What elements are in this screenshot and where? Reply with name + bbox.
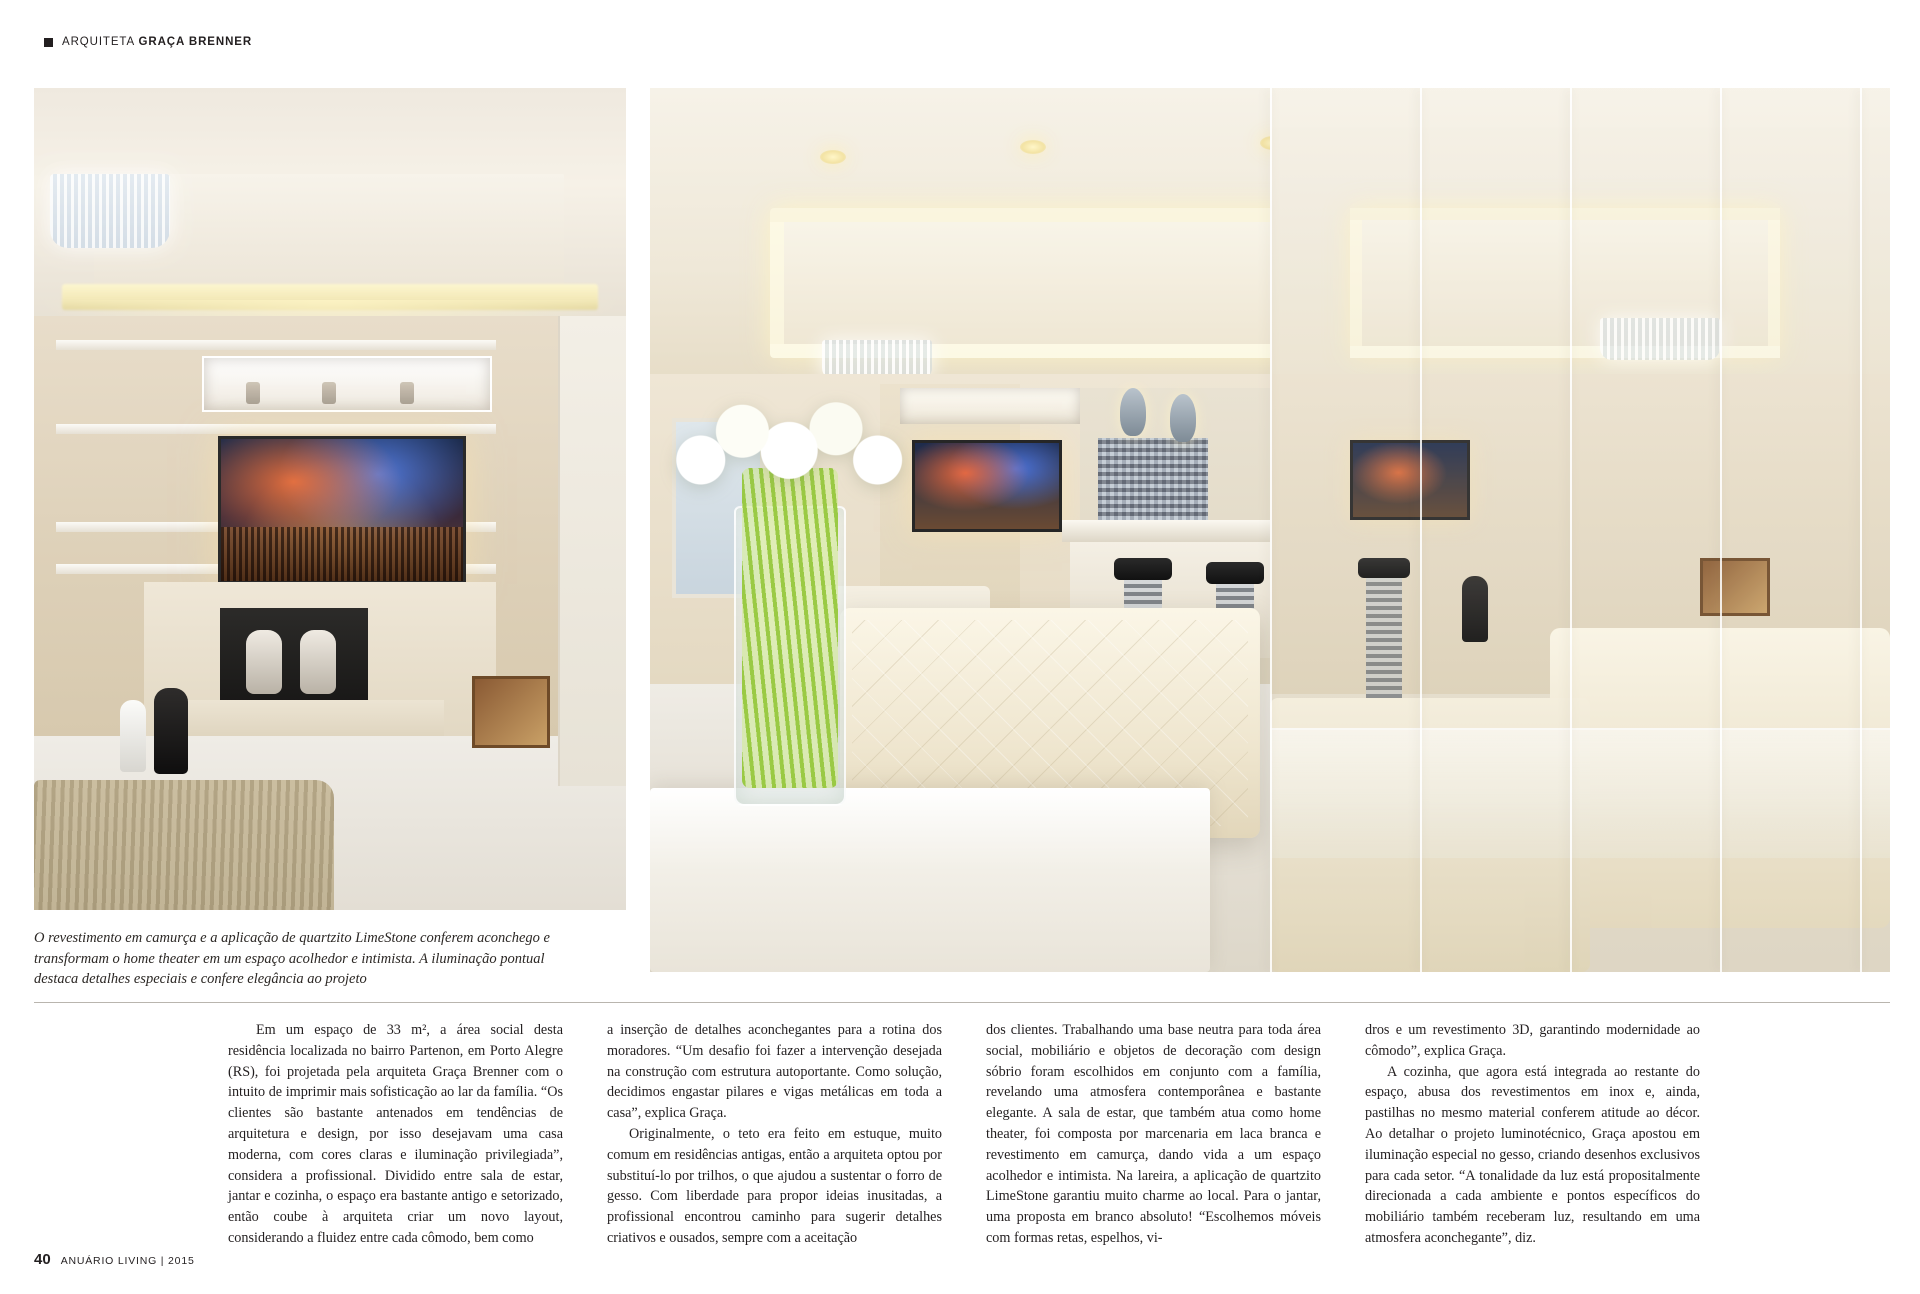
text-column-4 [1365,1020,1700,1246]
wall-niche [202,356,492,412]
niche-object [246,382,260,404]
television [218,436,466,584]
header-architect-name: GRAÇA BRENNER [138,36,253,48]
decor-vase [246,630,282,694]
living-room-scene [650,88,1890,972]
mirror-pane-divider [1420,88,1422,972]
mirrored-wall [1270,88,1890,972]
publication-title: ANUÁRIO LIVING | 2015 [60,1255,195,1267]
flower-stems [742,468,838,788]
reflected-television [1350,440,1470,520]
decor-vase [300,630,336,694]
mirror-pane-divider [1570,88,1572,972]
wall-strip [56,340,496,350]
horizontal-rule [34,1002,1890,1003]
stool-seat [1114,558,1172,580]
gypsum-coffer [770,208,1330,358]
page-number: 40 [34,1251,51,1268]
mirror-pane-divider [1270,88,1272,972]
reflected-stool [1358,558,1410,698]
wall-niche [900,388,1080,424]
pendant-lamp [1120,388,1146,436]
wall-strip [56,424,496,434]
paragraph: dos clientes. Trabalhando uma base neutra para toda área social, mobiliário e objetos de decoração com design sóbrio foram escolhidos em conjunto com a família, revelando uma atmosfera contemporânea e bastante elegante. A sala de estar, que também atua como home theater, foi composta por marcenaria em laca branca e revestimento em camurça, dando vida a um espaço acolhedor e intimista. Na lareira, a aplicação de quartzito LimeStone garantiu muito charme ao local. Para o jantar, uma proposta em branco absoluto! “Escolhemos móveis com formas retas, espelhos, vi- [986,1022,1321,1246]
tv-screen-image [915,443,1059,529]
ceiling-spot-light [820,150,846,164]
photo-living-room [650,88,1890,972]
reflected-dog-statue [1462,576,1488,642]
paragraph: Em um espaço de 33 m², a área social desta residência localizada no bairro Partenon, em Porto Alegre (RS), foi projetada pela arquiteta Graça Brenner com o intuito de imprimir mais sofisticação ao lar da família. “Os clientes são bastante antenados em tendências de arquitetura e design, por isso desejavam uma casa moderna, com cores claras e iluminação privilegiada”, considera a profissional. Dividido entre sala de estar, jantar e cozinha, o espaço era bastante antigo e setorizado, então coube à arquiteta criar um novo layout, considerando a fluidez entre cada cômodo, bem como [228,1022,563,1246]
white-dog-statue [120,700,146,772]
white-table [650,788,1210,972]
photo-caption: O revestimento em camurça e a aplicação de quartzito LimeStone conferem aconchego e transformam o home theater em um espaço acolhedor e intimista. A iluminação pontual destaca detalhes especiais e confere elegância ao projeto [34,930,550,988]
black-dog-statue [154,688,188,774]
header-label [62,36,252,48]
niche-object [400,382,414,404]
home-theater-scene [34,88,626,910]
reflected-chandelier [1600,318,1720,360]
mirror-pane-divider [1720,88,1722,972]
niche-object [322,382,336,404]
glass-surface [1270,728,1890,858]
television [912,440,1062,532]
paragraph: A cozinha, que agora está integrada ao restante do espaço, abusa dos revestimentos em inox e, ainda, pastilhas no mesmo material conferem atitude ao décor. Ao detalhar o projeto luminotécnico, Graça apostou em iluminação especial no gesso, criando desenhos exclusivos para cada setor. “A tonalidade da luz está propositalmente direcionada a cada ambiente e pontos específicos do mobiliário também receberam luz, resultando em uma atmosfera aconchegante”, diz. [1365,1063,1700,1246]
page-footer [34,1251,195,1268]
framed-artwork [472,676,550,748]
stool-seat [1358,558,1410,578]
text-column-1 [228,1020,563,1246]
text-column-2 [607,1020,942,1246]
mirror-reflection [1270,88,1890,972]
calla-lily-flowers [654,388,914,508]
text-column-3 [986,1020,1321,1246]
shag-rug [34,780,334,910]
fireplace-opening [220,608,368,702]
pendant-lamp [1170,394,1196,442]
door-frame [558,316,626,786]
reflected-tv-screen [1353,443,1467,517]
reflected-artwork [1700,558,1770,616]
paragraph: Originalmente, o teto era feito em estuque, muito comum em residências antigas, então a arquiteta optou por substituí-lo por trilhos, o que ajudou a sustentar o forro de gesso. Com liberdade para propor ideias inusitadas, a profissional encontrou caminho para sugerir detalhes criativos e ousados, sempre com a aceitação [607,1125,942,1246]
tv-crowd-detail [221,527,463,581]
kitchen-counter-top [1062,520,1292,542]
stool-seat [1206,562,1264,584]
paragraph: a inserção de detalhes aconchegantes para a rotina dos moradores. “Um desafio foi fazer a intervenção desejada na construção com estrutura autoportante. Como solução, decidimos engastar pilares e vigas metálicas em toda a casa”, explica Graça. [607,1022,942,1122]
paragraph: dros e um revestimento 3D, garantindo modernidade ao cômodo”, explica Graça. [1365,1022,1700,1059]
header-prefix: ARQUITETA [62,36,135,48]
photo-group [34,88,1890,910]
square-bullet-icon [44,38,53,47]
stainless-mosaic-tile [1098,438,1208,524]
photo-home-theater [34,88,626,910]
mirror-pane-divider [1860,88,1862,972]
stool-legs [1366,578,1402,698]
ceiling-spot-light [1020,140,1046,154]
article-body [228,1020,1892,1246]
crystal-chandelier [50,174,170,248]
page-header [44,36,252,48]
